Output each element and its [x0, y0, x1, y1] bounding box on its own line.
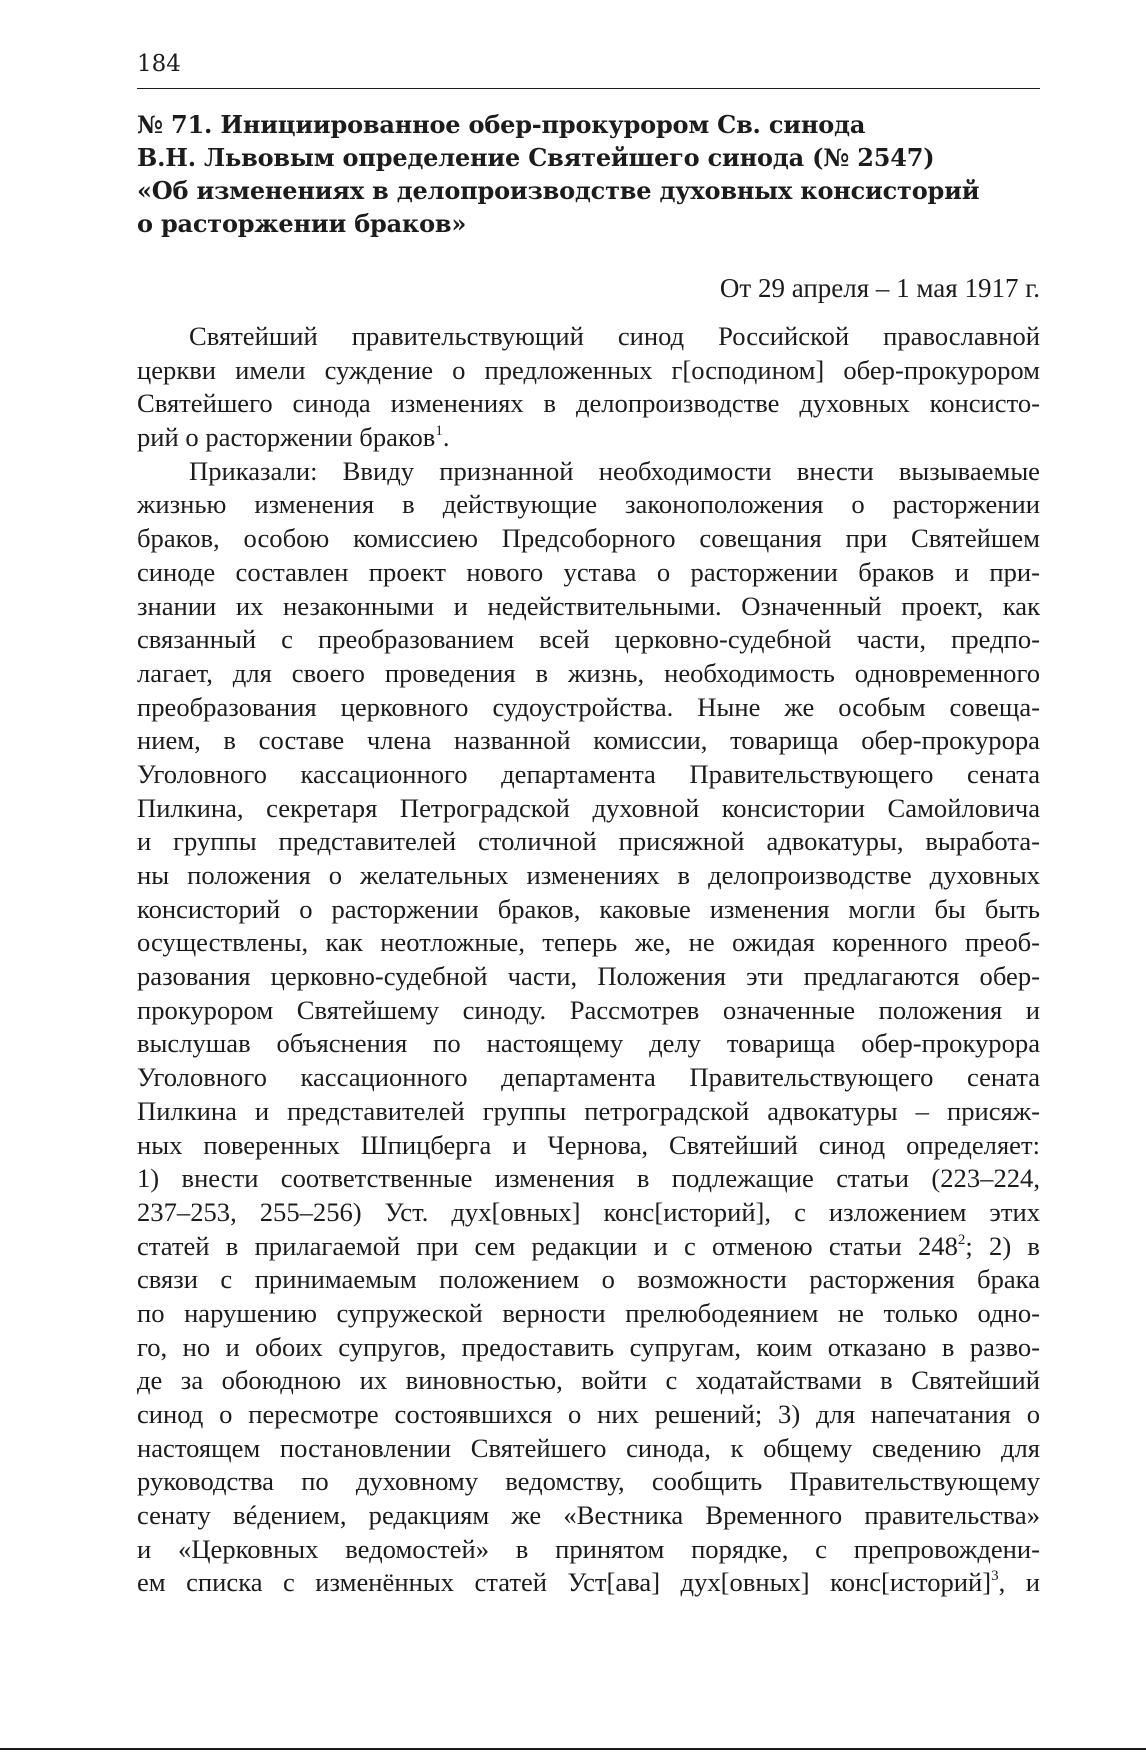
- text-line: и «Церковных ведомостей» в принятом порядке, с препровождени-: [137, 1533, 1040, 1564]
- text-line: [137, 1566, 1040, 1600]
- text-line: нием, в составе члена названной комиссии, товарища обер-прокурора: [137, 725, 1040, 756]
- header-rule: [137, 88, 1040, 89]
- text-line: го, но и обоих супругов, предоставить супругам, коим отказано в разво-: [137, 1331, 1040, 1362]
- text-line: Уголовного кассационного департамента Правительствующего сената: [137, 758, 1040, 789]
- text-line: ных поверенных Шпицберга и Чернова, Святейший синод определяет:: [137, 1129, 1040, 1160]
- text-line: консисторий о расторжении браков, каковые изменения могли бы быть: [137, 893, 1040, 924]
- text-line: ны положения о желательных изменениях в делопроизводстве духовных: [137, 860, 1040, 890]
- title-line: № 71. Инициированное обер-прокурором Св. синода: [137, 110, 866, 139]
- footnote-ref-2[interactable]: 2: [957, 1231, 966, 1248]
- text-line: браков, особою комиссиею Предсоборного совещания при Святейшем: [137, 523, 1040, 554]
- document-title: [137, 108, 1040, 240]
- document-date: От 29 апреля – 1 мая 1917 г.: [719, 273, 1040, 303]
- footnote-ref-3[interactable]: 3: [991, 1568, 999, 1585]
- text-line: 237–253, 255–256) Уст. дух[овных] конс[историй], с изложением этих: [137, 1196, 1040, 1227]
- text-line: церкви имели суждение о предложенных г[осподином] обер-прокурором: [137, 354, 1040, 385]
- text-fragment: , и: [998, 1567, 1040, 1598]
- text-line: де за обоюдною их виновностью, войти с ходатайствами в Святейший: [137, 1365, 1040, 1396]
- text-line: лагает, для своего проведения в жизнь, необходимость одновременного: [137, 657, 1040, 688]
- text-line: жизнью изменения в действующие законоположения о расторжении: [137, 489, 1040, 520]
- text-line: Святейший правительствующий синод Российской православной: [189, 321, 1040, 351]
- text-line: Пилкина, секретаря Петроградской духовной консистории Самойловича: [137, 792, 1040, 823]
- title-line: «Об изменениях в делопроизводстве духовных консисторий: [137, 176, 980, 205]
- text-line: настоящем постановлении Святейшего синода, к общему сведению для: [137, 1432, 1040, 1463]
- text-line: Святейшего синода изменениях в делопроизводстве духовных консисто-: [137, 388, 1040, 419]
- text-line: разования церковно-судебной части, Положения эти предлагаются обер-: [137, 961, 1040, 992]
- text-line: [137, 1230, 1040, 1264]
- footnote-ref-1[interactable]: 1: [435, 423, 443, 440]
- text-fragment: рий о расторжении браков: [137, 422, 436, 453]
- text-line: Уголовного кассационного департамента Правительствующего сената: [137, 1062, 1040, 1093]
- text-line: [137, 421, 1040, 455]
- text-line: Приказали: Ввиду признанной необходимости внести вызываемые: [189, 455, 1040, 486]
- paragraph-resolution: [137, 455, 1040, 1600]
- text-line: синод о пересмотре состоявшихся о них решений; 3) для напечатания о: [137, 1399, 1040, 1429]
- text-fragment: ем списка с изменённых статей Уст[ава] дух[овных] конс[историй]: [137, 1567, 992, 1598]
- text-line: связи с принимаемым положением о возможности расторжения брака: [137, 1264, 1040, 1295]
- text-fragment: .: [442, 422, 450, 453]
- text-line: Пилкина и представителей группы петроградской адвокатуры – присяж-: [137, 1095, 1040, 1126]
- page-bottom-edge: [0, 1748, 1146, 1750]
- text-line: осуществлены, как неотложные, теперь же, не ожидая коренного преоб-: [137, 927, 1040, 958]
- text-line: знании их незаконными и недействительными. Означенный проект, как: [137, 590, 1040, 621]
- text-fragment: статей в прилагаемой при сем редакции и с отменою статьи 248: [137, 1230, 958, 1261]
- text-line: 1) внести соответственные изменения в подлежащие статьи (223–224,: [137, 1163, 1040, 1194]
- text-line: прокурором Святейшему синоду. Рассмотрев означенные положения и: [137, 994, 1040, 1025]
- paragraph-preamble: [137, 320, 1040, 455]
- title-line: В.Н. Львовым определение Святейшего синода (№ 2547): [137, 143, 935, 172]
- text-line: выслушав объяснения по настоящему делу товарища обер-прокурора: [137, 1028, 1040, 1059]
- body-text: [137, 320, 1040, 1600]
- page-number: 184: [137, 51, 181, 77]
- text-line: сенату вéдением, редакциям же «Вестника Временного правительства»: [137, 1500, 1040, 1531]
- text-line: руководства по духовному ведомству, сообщить Правительствующему: [137, 1466, 1040, 1497]
- text-line: по нарушению супружеской верности прелюбодеянием не только одно-: [137, 1297, 1040, 1328]
- text-line: и группы представителей столичной присяжной адвокатуры, выработа-: [137, 826, 1040, 857]
- text-line: связанный с преобразованием всей церковно-судебной части, предпо-: [137, 624, 1040, 655]
- text-line: синоде составлен проект нового устава о расторжении браков и при-: [137, 556, 1040, 587]
- title-line: о расторжении браков»: [137, 209, 467, 238]
- text-fragment: ; 2) в: [965, 1230, 1040, 1261]
- text-line: преобразования церковного судоустройства. Ныне же особым совеща-: [137, 691, 1040, 722]
